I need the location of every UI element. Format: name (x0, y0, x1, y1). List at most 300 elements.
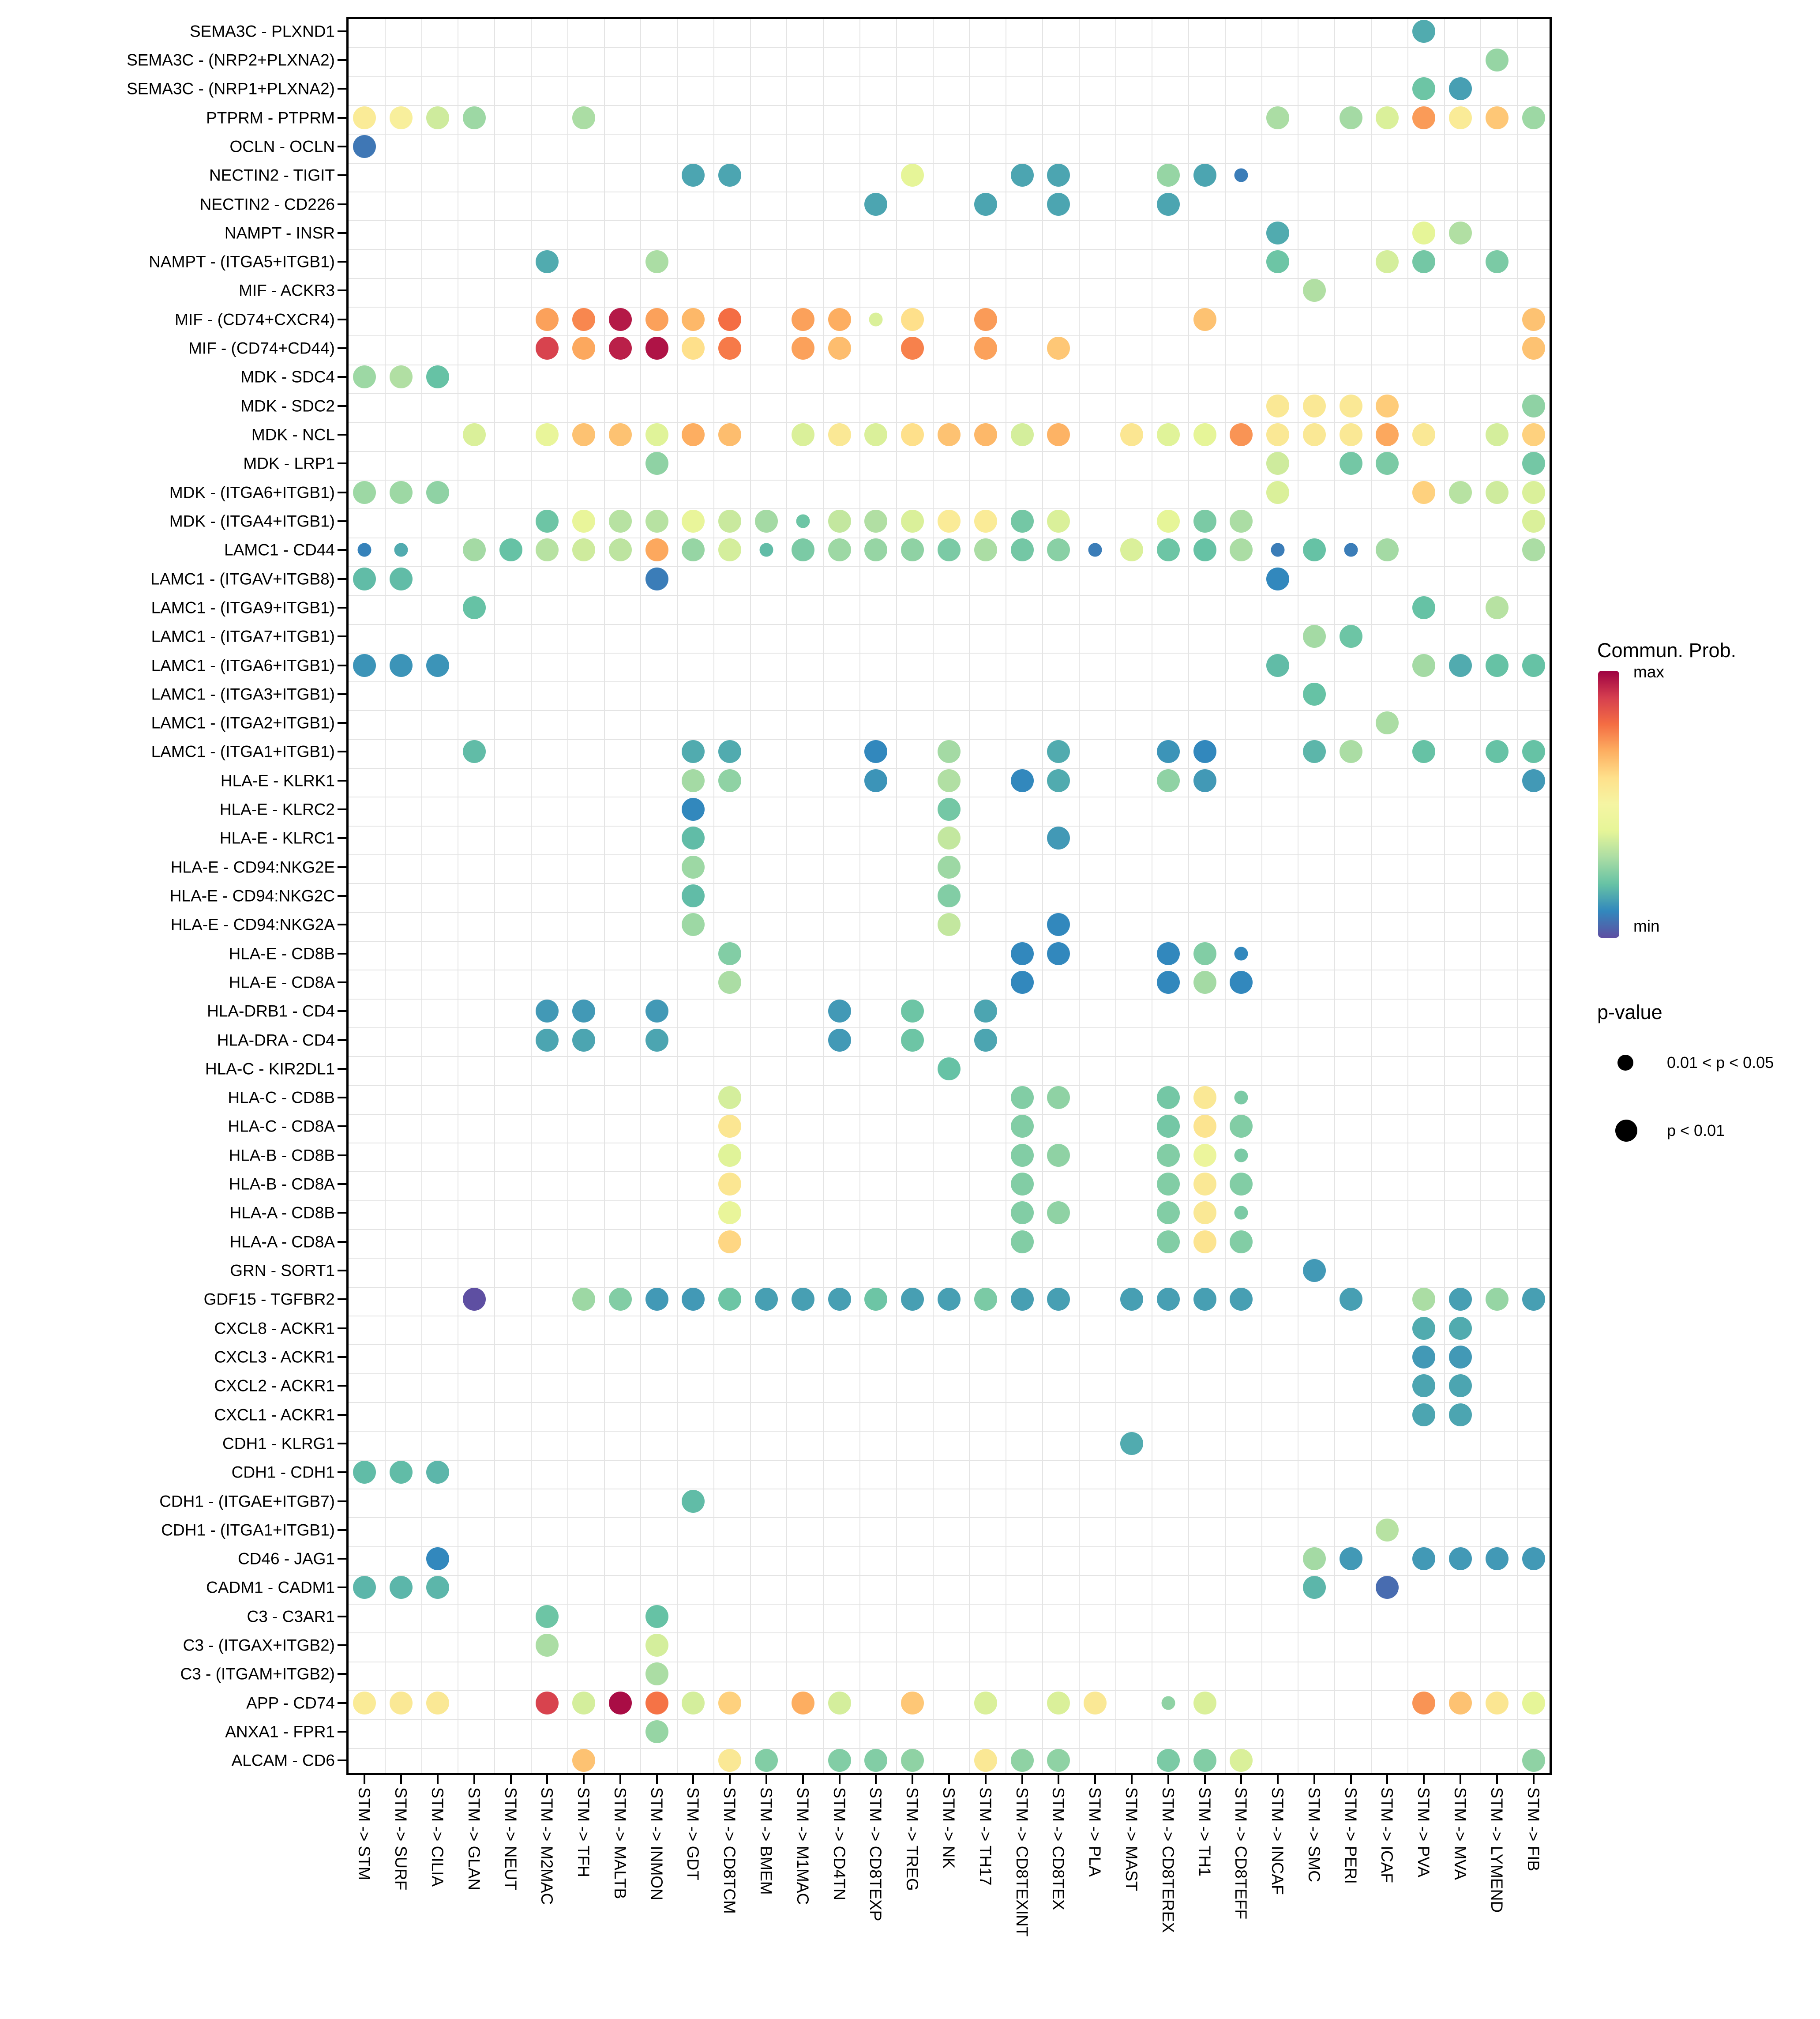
gridline-horizontal (349, 220, 1550, 221)
data-dot (1157, 1288, 1180, 1311)
data-dot (353, 106, 376, 129)
gridline-horizontal (349, 134, 1550, 135)
data-dot (645, 1288, 668, 1311)
x-axis-tick (948, 1775, 950, 1784)
data-dot (572, 423, 595, 446)
data-dot (353, 1692, 376, 1714)
data-dot (426, 365, 449, 388)
y-axis-tick (338, 1760, 346, 1761)
y-axis-label: LAMC1 - (ITGA1+ITGB1) (151, 742, 335, 761)
pvalue-legend-title: p-value (1597, 1001, 1662, 1023)
x-axis-tick (985, 1775, 987, 1784)
x-axis-tick (1313, 1775, 1315, 1784)
y-axis-tick (338, 1587, 346, 1588)
data-dot (1412, 654, 1435, 677)
gridline-horizontal (349, 249, 1550, 250)
x-axis-tick (1386, 1775, 1388, 1784)
y-axis-label: HLA-E - CD94:NKG2C (169, 887, 335, 905)
data-dot (353, 365, 376, 388)
pvalue-small-label: 0.01 < p < 0.05 (1667, 1053, 1774, 1072)
data-dot (1412, 1288, 1435, 1311)
data-dot (1230, 538, 1253, 561)
gridline-vertical (1042, 19, 1043, 1773)
data-dot (426, 1547, 449, 1570)
data-dot (718, 1173, 741, 1196)
data-dot (1449, 1547, 1472, 1570)
gridline-vertical (531, 19, 532, 1773)
data-dot (974, 193, 997, 216)
data-dot (974, 423, 997, 446)
data-dot (682, 740, 705, 763)
y-axis-label: CXCL3 - ACKR1 (214, 1348, 335, 1366)
data-dot (1522, 423, 1545, 446)
data-dot (682, 769, 705, 792)
data-dot (1340, 625, 1362, 648)
gridline-horizontal (349, 1402, 1550, 1403)
y-axis-label: CDH1 - CDH1 (231, 1463, 335, 1481)
y-axis-label: LAMC1 - (ITGA9+ITGB1) (151, 598, 335, 617)
y-axis-tick (338, 1241, 346, 1243)
x-axis-label: STM -> CD8TCM (720, 1787, 739, 1914)
gridline-horizontal (349, 1229, 1550, 1230)
data-dot (1449, 481, 1472, 504)
gridline-horizontal (349, 1460, 1550, 1461)
data-dot (609, 538, 632, 561)
data-dot (828, 423, 851, 446)
data-dot (1303, 538, 1326, 561)
y-axis-tick (338, 808, 346, 810)
data-dot (609, 308, 632, 331)
data-dot (938, 1057, 961, 1080)
data-dot (938, 510, 961, 533)
data-dot (718, 769, 741, 792)
gridline-horizontal (349, 1373, 1550, 1374)
data-dot (572, 1749, 595, 1772)
data-dot (864, 1749, 887, 1772)
y-axis-tick (338, 1183, 346, 1185)
y-axis-label: C3 - (ITGAX+ITGB2) (183, 1636, 335, 1654)
x-axis-label: STM -> MVA (1451, 1787, 1470, 1880)
gridline-horizontal (349, 1027, 1550, 1028)
data-dot (1047, 1201, 1070, 1224)
y-axis-tick (338, 866, 346, 868)
data-dot (1449, 1692, 1472, 1714)
y-axis-tick (338, 981, 346, 983)
x-axis-tick (766, 1775, 767, 1784)
y-axis-tick (338, 59, 346, 61)
data-dot (938, 856, 961, 879)
y-axis-label: CXCL2 - ACKR1 (214, 1376, 335, 1395)
y-axis-label: APP - CD74 (246, 1694, 335, 1712)
data-dot (1303, 625, 1326, 648)
x-axis-tick (510, 1775, 512, 1784)
data-dot (682, 337, 705, 360)
y-axis-tick (338, 1212, 346, 1214)
y-axis-label: OCLN - OCLN (229, 137, 335, 156)
data-dot (682, 164, 705, 187)
data-dot (1193, 1230, 1216, 1253)
data-dot (463, 1288, 486, 1311)
data-dot (901, 423, 924, 446)
data-dot (1011, 1173, 1034, 1196)
data-dot (572, 538, 595, 561)
y-axis-label: CDH1 - KLRG1 (222, 1434, 335, 1453)
gridline-vertical (1444, 19, 1445, 1773)
data-dot (390, 1576, 413, 1599)
data-dot (901, 308, 924, 331)
x-axis-tick (1131, 1775, 1133, 1784)
y-axis-label: NAMPT - (ITGA5+ITGB1) (149, 252, 335, 271)
x-axis-label: STM -> TREG (903, 1787, 922, 1891)
x-axis-tick (364, 1775, 365, 1784)
gridline-horizontal (349, 999, 1550, 1000)
data-dot (974, 1749, 997, 1772)
data-dot (1412, 20, 1435, 43)
data-dot (1522, 308, 1545, 331)
data-dot (1449, 654, 1472, 677)
data-dot (1376, 452, 1399, 475)
data-dot (1522, 1288, 1545, 1311)
gridline-vertical (385, 19, 386, 1773)
data-dot (1486, 49, 1509, 71)
y-axis-tick (338, 635, 346, 637)
y-axis-tick (338, 261, 346, 263)
y-axis-label: MDK - NCL (251, 425, 335, 444)
gridline-vertical (933, 19, 934, 1773)
y-axis-tick (338, 1154, 346, 1156)
x-axis-tick (1240, 1775, 1242, 1784)
data-dot (1412, 250, 1435, 273)
gridline-vertical (1115, 19, 1116, 1773)
data-dot (1193, 538, 1216, 561)
data-dot (645, 1720, 668, 1743)
data-dot (864, 193, 887, 216)
data-dot (572, 308, 595, 331)
x-axis-label: STM -> CD4TN (830, 1787, 848, 1900)
x-axis-label: STM -> PLA (1086, 1787, 1104, 1877)
data-dot (1303, 1259, 1326, 1282)
data-dot (864, 769, 887, 792)
y-axis-label: LAMC1 - (ITGA2+ITGB1) (151, 714, 335, 732)
gridline-vertical (786, 19, 787, 1773)
data-dot (572, 106, 595, 129)
data-dot (718, 337, 741, 360)
data-dot (1303, 683, 1326, 706)
data-dot (1449, 1403, 1472, 1426)
data-dot (938, 913, 961, 936)
data-dot (1449, 106, 1472, 129)
gridline-horizontal (349, 710, 1550, 711)
data-dot (1047, 337, 1070, 360)
data-dot (1120, 538, 1143, 561)
y-axis-tick (338, 434, 346, 436)
y-axis-label: SEMA3C - PLXND1 (190, 22, 335, 41)
gridline-vertical (1261, 19, 1262, 1773)
x-axis-label: STM -> MALTB (611, 1787, 629, 1899)
data-dot (828, 510, 851, 533)
data-dot (1266, 481, 1289, 504)
x-axis-tick (1167, 1775, 1169, 1784)
data-dot (938, 827, 961, 850)
data-dot (1266, 395, 1289, 417)
data-dot (869, 312, 883, 326)
y-axis-tick (338, 578, 346, 580)
gridline-horizontal (349, 1690, 1550, 1691)
data-dot (609, 337, 632, 360)
data-dot (1522, 481, 1545, 504)
gridline-horizontal (349, 566, 1550, 567)
data-dot (1047, 510, 1070, 533)
y-axis-tick (338, 520, 346, 522)
data-dot (1522, 452, 1545, 475)
data-dot (1376, 1576, 1399, 1599)
data-dot (426, 481, 449, 504)
gridline-horizontal (349, 335, 1550, 336)
x-axis-tick (1058, 1775, 1059, 1784)
y-axis-tick (338, 347, 346, 349)
data-dot (938, 740, 961, 763)
data-dot (1157, 769, 1180, 792)
y-axis-tick (338, 693, 346, 695)
data-dot (1412, 222, 1435, 244)
x-axis-label: STM -> STM (355, 1787, 374, 1880)
gridline-vertical (823, 19, 824, 1773)
data-dot (1230, 510, 1253, 533)
gridline-vertical (567, 19, 568, 1773)
data-dot (760, 543, 773, 557)
data-dot (1412, 1403, 1435, 1426)
y-axis-tick (338, 1385, 346, 1387)
data-dot (1522, 654, 1545, 677)
data-dot (1047, 164, 1070, 187)
y-axis-label: LAMC1 - (ITGA6+ITGB1) (151, 656, 335, 674)
data-dot (1011, 510, 1034, 533)
data-dot (1193, 423, 1216, 446)
data-dot (1193, 1144, 1216, 1167)
color-legend-title: Commun. Prob. (1597, 639, 1737, 662)
y-axis-label: HLA-E - CD8B (229, 944, 335, 963)
gridline-horizontal (349, 653, 1550, 654)
data-dot (1193, 1692, 1216, 1714)
y-axis-label: MDK - (ITGA6+ITGB1) (169, 483, 335, 502)
data-dot (536, 538, 559, 561)
gridline-horizontal (349, 1632, 1550, 1633)
data-dot (1235, 1091, 1248, 1105)
data-dot (1235, 1206, 1248, 1220)
data-dot (1157, 1230, 1180, 1253)
data-dot (390, 481, 413, 504)
data-dot (901, 1029, 924, 1052)
y-axis-tick (338, 722, 346, 724)
data-dot (536, 1634, 559, 1657)
y-axis-label: GRN - SORT1 (230, 1261, 335, 1280)
data-dot (1340, 1288, 1362, 1311)
gridline-horizontal (349, 1200, 1550, 1201)
gridline-vertical (1371, 19, 1372, 1773)
y-axis-tick (338, 1327, 346, 1329)
pvalue-small-dot-icon (1617, 1055, 1633, 1071)
y-axis-tick (338, 1298, 346, 1300)
data-dot (718, 164, 741, 187)
data-dot (390, 365, 413, 388)
data-dot (1011, 1201, 1034, 1224)
data-dot (938, 423, 961, 446)
x-axis-tick (656, 1775, 658, 1784)
data-dot (1522, 538, 1545, 561)
data-dot (1011, 1115, 1034, 1138)
gridline-horizontal (349, 307, 1550, 308)
x-axis-label: STM -> BMEM (757, 1787, 776, 1895)
data-dot (718, 1201, 741, 1224)
data-dot (1157, 510, 1180, 533)
data-dot (1193, 1173, 1216, 1196)
y-axis-tick (338, 1529, 346, 1531)
data-dot (938, 884, 961, 907)
data-dot (828, 1029, 851, 1052)
gridline-horizontal (349, 47, 1550, 48)
data-dot (645, 1000, 668, 1023)
data-dot (1047, 827, 1070, 850)
data-dot (1303, 423, 1326, 446)
x-axis-label: STM -> GLAN (465, 1787, 483, 1891)
gridline-vertical (859, 19, 860, 1773)
data-dot (645, 250, 668, 273)
y-axis-tick (338, 290, 346, 291)
data-dot (1340, 423, 1362, 446)
y-axis-tick (338, 232, 346, 234)
y-axis-label: HLA-E - KLRK1 (220, 771, 335, 790)
data-dot (1157, 423, 1180, 446)
y-axis-tick (338, 117, 346, 119)
x-axis-label: STM -> TH17 (976, 1787, 994, 1886)
data-dot (1011, 971, 1034, 994)
color-legend-max-label: max (1633, 663, 1664, 681)
data-dot (974, 1029, 997, 1052)
data-dot (1340, 740, 1362, 763)
data-dot (974, 337, 997, 360)
y-axis-label: CXCL1 - ACKR1 (214, 1406, 335, 1424)
data-dot (1011, 1288, 1034, 1311)
pvalue-large-label: p < 0.01 (1667, 1121, 1725, 1139)
x-axis-tick (1350, 1775, 1352, 1784)
y-axis-tick (338, 462, 346, 464)
data-dot (792, 308, 814, 331)
data-dot (1486, 423, 1509, 446)
data-dot (755, 1749, 778, 1772)
data-dot (426, 1576, 449, 1599)
data-dot (828, 337, 851, 360)
y-axis-label: HLA-A - CD8B (229, 1203, 335, 1222)
data-dot (1522, 395, 1545, 417)
data-dot (1157, 1173, 1180, 1196)
data-dot (974, 1692, 997, 1714)
y-axis-tick (338, 203, 346, 205)
gridline-vertical (1225, 19, 1226, 1773)
data-dot (572, 1000, 595, 1023)
y-axis-label: MDK - SDC4 (240, 368, 335, 386)
y-axis-label: HLA-C - KIR2DL1 (205, 1060, 335, 1078)
data-dot (536, 423, 559, 446)
data-dot (1449, 1346, 1472, 1369)
gridline-vertical (677, 19, 678, 1773)
data-dot (1047, 740, 1070, 763)
data-dot (755, 1288, 778, 1311)
data-dot (938, 769, 961, 792)
gridline-horizontal (349, 278, 1550, 279)
data-dot (1340, 452, 1362, 475)
data-dot (426, 1461, 449, 1484)
y-axis-tick (338, 1010, 346, 1012)
y-axis-tick (338, 405, 346, 407)
y-axis-tick (338, 953, 346, 955)
x-axis-label: STM -> INCAF (1268, 1787, 1287, 1895)
y-axis-tick (338, 376, 346, 378)
data-dot (1266, 423, 1289, 446)
gridline-vertical (604, 19, 605, 1773)
data-dot (755, 510, 778, 533)
data-dot (390, 1461, 413, 1484)
data-dot (1303, 279, 1326, 302)
data-dot (718, 510, 741, 533)
data-dot (718, 971, 741, 994)
data-dot (1047, 1144, 1070, 1167)
data-dot (1193, 1749, 1216, 1772)
y-axis-label: C3 - (ITGAM+ITGB2) (180, 1665, 335, 1683)
data-dot (609, 423, 632, 446)
data-dot (792, 423, 814, 446)
data-dot (1120, 1432, 1143, 1455)
data-dot (1486, 740, 1509, 763)
data-dot (1412, 1547, 1435, 1570)
gridline-vertical (1188, 19, 1189, 1773)
y-axis-label: SEMA3C - (NRP2+PLXNA2) (127, 51, 335, 69)
x-axis-tick (437, 1775, 439, 1784)
data-dot (1376, 395, 1399, 417)
data-dot (390, 1692, 413, 1714)
data-dot (645, 423, 668, 446)
data-dot (1376, 423, 1399, 446)
data-dot (1522, 769, 1545, 792)
data-dot (394, 543, 408, 557)
y-axis-label: CADM1 - CADM1 (206, 1578, 335, 1597)
data-dot (974, 308, 997, 331)
x-axis-label: STM -> MAST (1122, 1787, 1141, 1891)
data-dot (463, 538, 486, 561)
data-dot (1047, 1692, 1070, 1714)
y-axis-tick (338, 665, 346, 666)
y-axis-tick (338, 1731, 346, 1733)
data-dot (864, 740, 887, 763)
y-axis-label: CDH1 - (ITGAE+ITGB7) (159, 1492, 335, 1511)
data-dot (1157, 1749, 1180, 1772)
data-dot (1230, 1173, 1253, 1196)
data-dot (1486, 106, 1509, 129)
y-axis-label: LAMC1 - (ITGA3+ITGB1) (151, 685, 335, 703)
gridline-vertical (1407, 19, 1408, 1773)
x-axis-tick (1533, 1775, 1535, 1784)
gridline-horizontal (349, 1604, 1550, 1605)
data-dot (426, 1692, 449, 1714)
y-axis-label: HLA-B - CD8B (229, 1146, 335, 1165)
data-dot (572, 510, 595, 533)
data-dot (1011, 1749, 1034, 1772)
x-axis-label: STM -> NK (940, 1787, 958, 1869)
gridline-vertical (896, 19, 897, 1773)
data-dot (353, 135, 376, 158)
data-dot (1522, 510, 1545, 533)
data-dot (1230, 1230, 1253, 1253)
y-axis-tick (338, 319, 346, 320)
